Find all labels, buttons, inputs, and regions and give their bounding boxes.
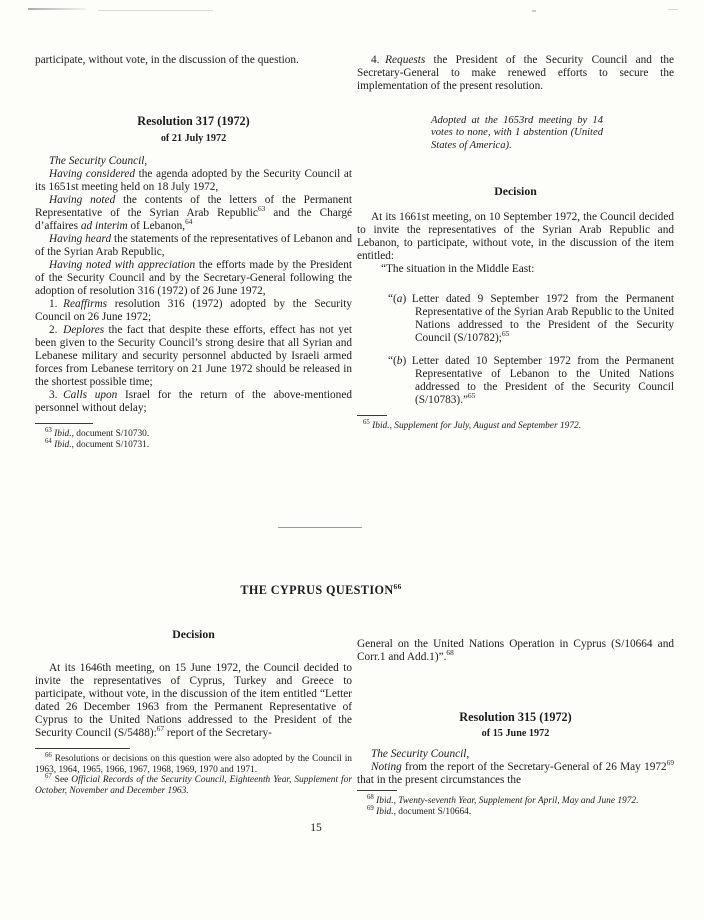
paragraph: The Security Council, (49, 155, 148, 167)
scan-artifact (532, 10, 536, 12)
quoted-item-a: “(a) Letter dated 9 September 1972 from the Permanent Representative of the Syrian Arab Republic to the United Nations addressed to the President of the Security Council (S/10782);$^{65}$ (388, 293, 674, 345)
footnote-rule (357, 415, 387, 416)
operative-paragraph: 1. Reaffirms resolution 316 (1972) adopted by the Security Council on 26 June 1972; (35, 298, 352, 323)
footnote: $^{67}$ See Official Records of the Security Council, Eighteenth Year, Supplement for October, November and December 1963. (35, 773, 352, 796)
quoted-item-b: “(b) Letter dated 10 September 1972 from the Permanent Representative of Lebanon to the United Nations addressed to the President of the Security Council (S/10783).”$^{65}$ (388, 355, 674, 407)
footnote-block (357, 415, 674, 432)
scan-artifact (98, 10, 213, 11)
paragraph: Having noted with appreciation the efforts made by the President of the Security Council and by the Secretary-General following the adoption of resolution 316 (1972) of 26 June 1972, (35, 259, 352, 297)
cyprus-section-title: THE CYPRUS QUESTION$^{66}$ (240, 581, 402, 597)
page-number: 15 (310, 822, 322, 834)
left-column-top (35, 54, 352, 450)
section-divider (278, 527, 362, 528)
left-column-bottom (35, 628, 352, 796)
footnote: $^{63}$ Ibid., document S/10730. (45, 426, 150, 439)
resolution-317-body (35, 155, 352, 415)
resolution-317-title: Resolution 317 (1972) (137, 114, 250, 128)
scan-artifact (28, 8, 86, 10)
footnote-block (35, 423, 352, 450)
footnote-rule (357, 790, 397, 791)
footnote: $^{65}$ Ibid., Supplement for July, August and September 1972. (363, 419, 582, 432)
paragraph: Noting from the report of the Secretary-General of 26 May 1972$^{69}$ that in the present circumstances the (357, 758, 674, 786)
decision-heading: Decision (494, 184, 537, 199)
footnote: $^{64}$ Ibid., document S/10731. (45, 437, 150, 450)
right-column-top (357, 54, 674, 432)
resolution-315-title: Resolution 315 (1972) (459, 710, 572, 724)
paragraph: The Security Council, (371, 748, 470, 760)
adoption-note: Adopted at the 1653rd meeting by 14 votes to none, with 1 abstention (United States of America). (431, 115, 603, 151)
paragraph: At its 1646th meeting, on 15 June 1972, the Council decided to invite the representatives of Cyprus, Turkey and Greece to participate, without vote, in the discussion of the item entitled “Letter dated 26 December 1963 from the Permanent Representative of Cyprus to the United Nations addressed to the President of the Security Council (S/5488):$^{67}$ report of the Secretary- (35, 662, 352, 739)
paragraph: Having noted the contents of the letters of the Permanent Representative of the Syrian Arab Republic$^{63}$ and the Chargé d’affaires ad interim of Lebanon,$^{64}$ (35, 194, 352, 232)
right-column-bottom (357, 638, 674, 817)
resolution-317-date: of 21 July 1972 (160, 133, 227, 144)
operative-paragraph: 2. Deplores the fact that despite these efforts, effect has not yet been given to the Security Council’s strong desire that all Syrian and Lebanese military and security personnel abducted by Israeli armed forces from Lebanese territory on 21 June 1972 should be released in the shortest possible time; (35, 324, 352, 388)
operative-paragraph: 3. Calls upon Israel for the return of the above-mentioned personnel without delay; (35, 389, 352, 414)
footnote: $^{66}$ Resolutions or decisions on this question were also adopted by the Council in 1963, 1964, 1965, 1966, 1967, 1968, 1969, 1970 and 1971. (35, 751, 352, 775)
footnote-rule (35, 423, 93, 424)
quoted-item-intro: “The situation in the Middle East: (381, 263, 535, 276)
footnote: $^{69}$ Ibid., document S/10664. (367, 804, 472, 817)
paragraph-continuation: General on the United Nations Operation in Cyprus (S/10664 and Corr.1 and Add.1)”.$^{68}$ (357, 638, 674, 663)
paragraph: Having considered the agenda adopted by the Security Council at its 1651st meeting held on 18 July 1972, (35, 168, 352, 193)
footnote-block (35, 748, 352, 796)
paragraph: Having heard the statements of the representatives of Lebanon and of the Syrian Arab Republic, (35, 233, 352, 258)
footnote: $^{68}$ Ibid., Twenty-seventh Year, Supplement for April, May and June 1972. (367, 793, 639, 806)
scan-artifact (668, 9, 678, 10)
decision-heading: Decision (172, 627, 215, 641)
paragraph-continuation: participate, without vote, in the discussion of the question. (35, 54, 299, 66)
footnote-rule (35, 748, 130, 749)
operative-paragraph: 4. Requests the President of the Security Council and the Secretary-General to make renewed efforts to secure the implementation of the present resolution. (357, 54, 674, 92)
resolution-315-date: of 15 June 1972 (481, 728, 550, 739)
footnote-block (357, 790, 674, 817)
paragraph: At its 1661st meeting, on 10 September 1972, the Council decided to invite the representatives of the Syrian Arab Republic and Lebanon, to participate, without vote, in the discussion of the item entitled: (357, 211, 674, 263)
